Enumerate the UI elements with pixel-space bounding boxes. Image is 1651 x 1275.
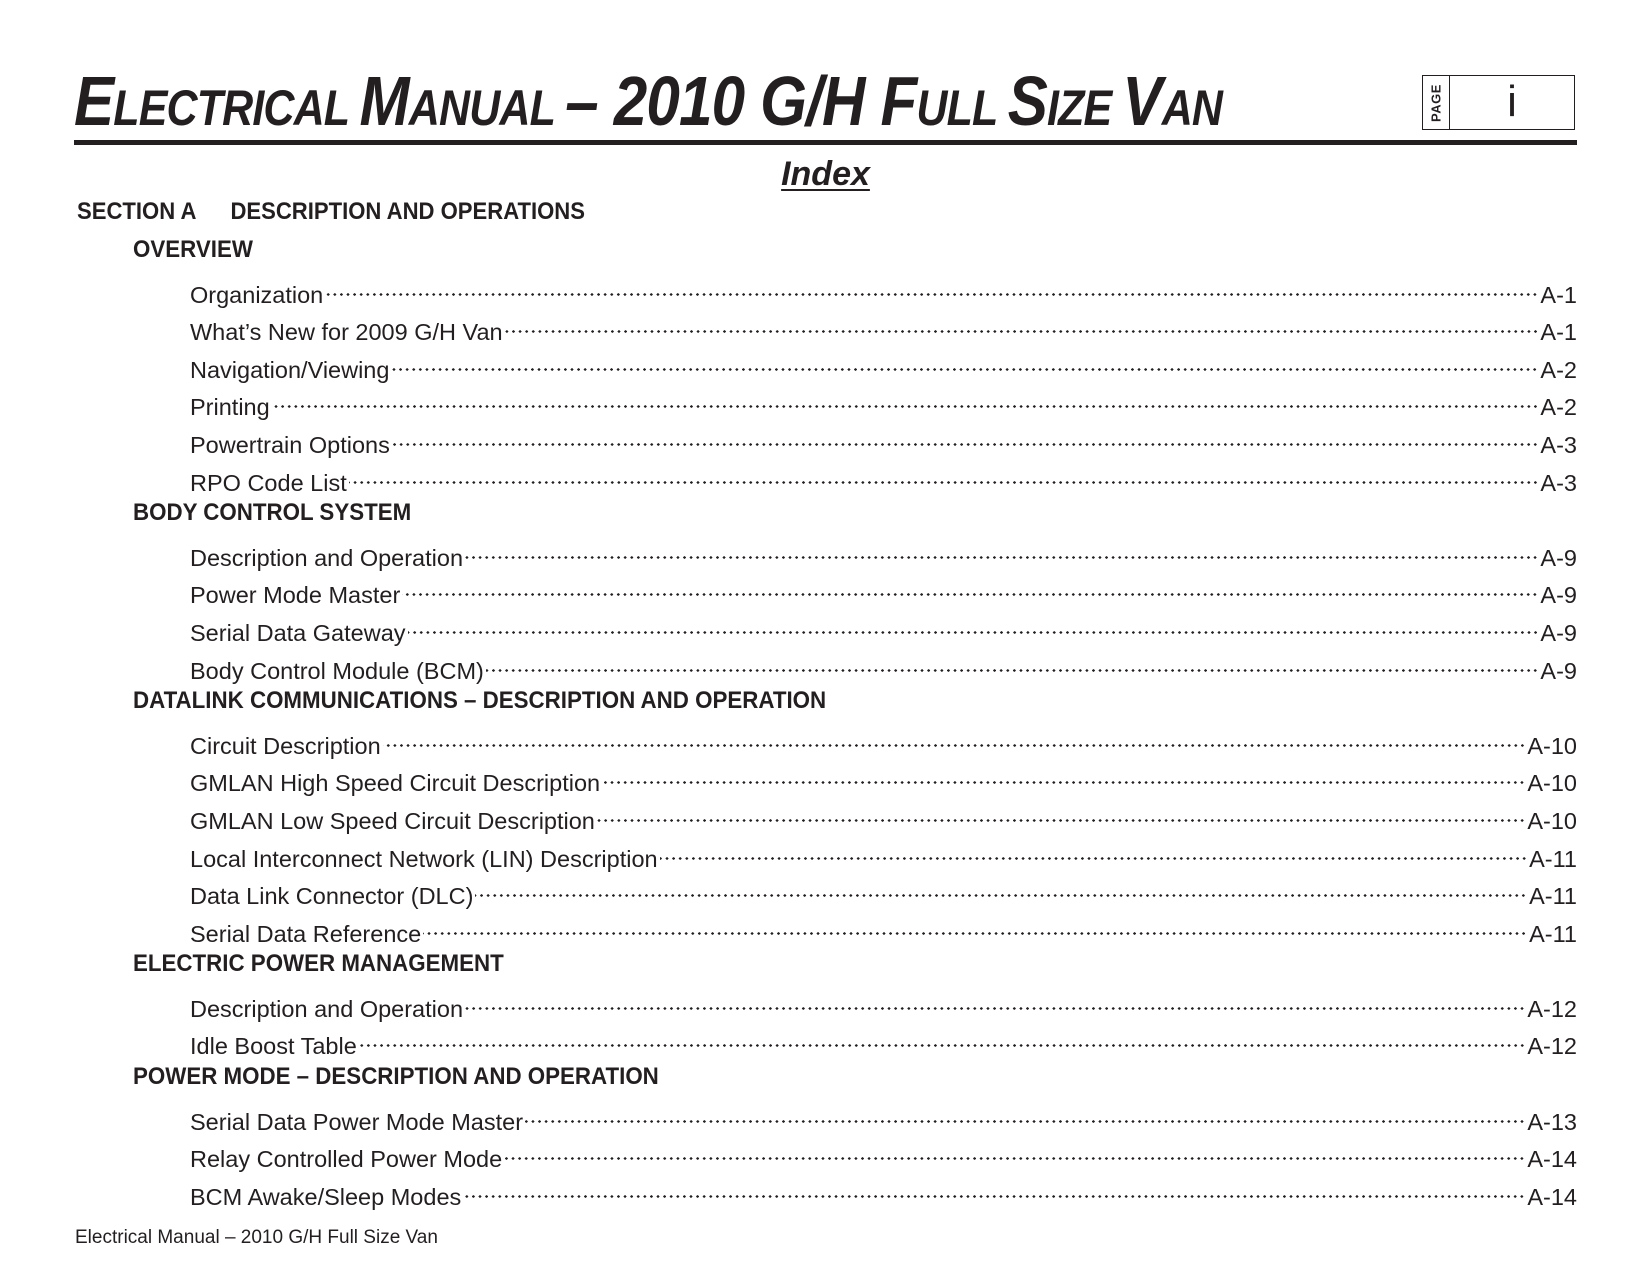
toc-entry-row[interactable]: [0, 381, 1651, 419]
dot-leader: [349, 461, 1539, 491]
toc-entry[interactable]: [190, 1175, 1577, 1212]
dot-leader: [504, 1137, 1525, 1167]
toc-entry-label[interactable]: Power Mode Master: [190, 582, 401, 609]
toc-entry-label[interactable]: Description and Operation: [190, 544, 464, 571]
document-title: [74, 62, 1223, 143]
toc-entry-page[interactable]: A-11: [1529, 845, 1577, 872]
toc-entry-row[interactable]: [0, 908, 1651, 946]
toc-entry[interactable]: [190, 649, 1577, 686]
toc-entry-label[interactable]: GMLAN High Speed Circuit Description: [190, 770, 601, 797]
toc-entry[interactable]: [190, 799, 1577, 836]
toc-entry-row[interactable]: [0, 306, 1651, 344]
toc-entry-label[interactable]: Circuit Description: [190, 732, 381, 759]
title-part-rest: IZE: [1046, 80, 1123, 136]
toc-entry[interactable]: [190, 987, 1577, 1024]
title-part-initial: S: [1007, 62, 1047, 140]
dot-leader: [391, 348, 1538, 378]
title-part-initial: V: [1122, 62, 1162, 140]
toc-entry-page[interactable]: A-9: [1540, 582, 1577, 609]
title-part-initial: – 2010 G/H: [565, 62, 881, 140]
title-part-initial: M: [359, 62, 409, 140]
toc-entry-row[interactable]: [0, 833, 1651, 871]
toc-entry-page[interactable]: A-10: [1527, 770, 1577, 797]
dot-leader: [272, 385, 1539, 415]
toc-entry-row[interactable]: [0, 720, 1651, 758]
toc-group-row: [0, 682, 1651, 720]
toc-entry[interactable]: [190, 385, 1577, 422]
toc-entry-row[interactable]: [0, 1096, 1651, 1134]
toc-group-heading: DATALINK COMMUNICATIONS – DESCRIPTION AND OPERATION: [133, 687, 827, 715]
title-part-rest: ULL: [916, 80, 1008, 136]
toc-entry-label[interactable]: Serial Data Reference: [190, 920, 422, 947]
toc-entry[interactable]: [190, 273, 1577, 310]
toc-entry-page[interactable]: A-10: [1527, 732, 1577, 759]
page-footer: Electrical Manual – 2010 G/H Full Size Van: [75, 1227, 438, 1248]
toc-entry-label[interactable]: BCM Awake/Sleep Modes: [190, 1183, 462, 1210]
toc-group-heading: ELECTRIC POWER MANAGEMENT: [133, 950, 504, 978]
dot-leader: [408, 611, 1539, 641]
toc-entry-label[interactable]: Description and Operation: [190, 995, 464, 1022]
title-part-initial: F: [880, 62, 917, 140]
toc-entry-row[interactable]: [0, 645, 1651, 683]
toc-entry-page[interactable]: A-13: [1527, 1108, 1577, 1135]
toc-entry[interactable]: [190, 611, 1577, 648]
toc-entry[interactable]: [190, 573, 1577, 610]
toc-entry[interactable]: [190, 461, 1577, 498]
toc-entry-row[interactable]: [0, 795, 1651, 833]
dot-leader: [423, 912, 1527, 942]
dot-leader: [383, 724, 1526, 754]
toc-entry-page[interactable]: A-3: [1540, 431, 1577, 458]
toc-entry-row[interactable]: [0, 457, 1651, 495]
dot-leader: [325, 273, 1538, 303]
dot-leader: [602, 761, 1525, 791]
toc-entry-page[interactable]: A-9: [1540, 657, 1577, 684]
section-id: SECTION A: [77, 198, 197, 225]
header-rule: [74, 140, 1577, 145]
toc-entry-row[interactable]: [0, 870, 1651, 908]
toc-entry-label[interactable]: Data Link Connector (DLC): [190, 883, 474, 910]
toc-entry[interactable]: [190, 874, 1577, 911]
dot-leader: [392, 423, 1539, 453]
toc-entry-label[interactable]: Navigation/Viewing: [190, 356, 390, 383]
index-heading: [0, 154, 1651, 194]
toc-entry-row[interactable]: [0, 344, 1651, 382]
toc-group-heading: POWER MODE – DESCRIPTION AND OPERATION: [133, 1063, 659, 1091]
toc-entry-row[interactable]: [0, 1171, 1651, 1209]
page-label: PAGE: [1428, 83, 1444, 122]
toc-entry-page[interactable]: A-2: [1540, 356, 1577, 383]
toc-entry-label[interactable]: Local Interconnect Network (LIN) Description: [190, 845, 658, 872]
toc-group-row: [0, 494, 1651, 532]
dot-leader: [486, 649, 1539, 679]
toc-group-heading: BODY CONTROL SYSTEM: [133, 499, 412, 527]
toc-entry-label[interactable]: Relay Controlled Power Mode: [190, 1146, 503, 1173]
dot-leader: [597, 799, 1525, 829]
toc-entry[interactable]: [190, 1137, 1577, 1174]
toc-entry[interactable]: [190, 423, 1577, 460]
toc-entry-row[interactable]: [0, 757, 1651, 795]
toc-entry[interactable]: [190, 536, 1577, 573]
toc-entry[interactable]: [190, 310, 1577, 347]
toc-group-heading: OVERVIEW: [133, 236, 253, 263]
toc-entry-page[interactable]: A-12: [1527, 1033, 1577, 1060]
toc-entry-row[interactable]: [0, 419, 1651, 457]
page-label-cell: [1423, 76, 1450, 129]
toc-entry[interactable]: [190, 761, 1577, 798]
toc-entry-label[interactable]: Printing: [190, 394, 270, 421]
toc-entry-row[interactable]: [0, 569, 1651, 607]
dot-leader: [475, 874, 1527, 904]
dot-leader: [525, 1100, 1525, 1130]
toc-entry-row[interactable]: [0, 983, 1651, 1021]
toc-entry-label[interactable]: RPO Code List: [190, 469, 347, 496]
toc-entry[interactable]: [190, 1024, 1577, 1061]
toc-entry-page[interactable]: A-9: [1540, 544, 1577, 571]
toc-entry-page[interactable]: A-12: [1527, 995, 1577, 1022]
toc-entry-page[interactable]: A-14: [1527, 1146, 1577, 1173]
index-heading-text: Index: [781, 155, 870, 193]
toc-entry-label[interactable]: Organization: [190, 281, 324, 308]
dot-leader: [505, 310, 1539, 340]
table-of-contents: [0, 231, 1651, 1208]
toc-entry-label[interactable]: Serial Data Power Mode Master: [190, 1108, 524, 1135]
toc-entry-label[interactable]: Body Control Module (BCM): [190, 657, 484, 684]
toc-entry-page[interactable]: A-10: [1527, 807, 1577, 834]
toc-entry-row[interactable]: [0, 269, 1651, 307]
toc-entry-label[interactable]: Idle Boost Table: [190, 1033, 357, 1060]
dot-leader: [402, 573, 1538, 603]
toc-entry-label[interactable]: Serial Data Gateway: [190, 619, 406, 646]
title-part-rest: ANUAL: [408, 80, 566, 136]
toc-entry[interactable]: [190, 348, 1577, 385]
toc-entry-row[interactable]: [0, 607, 1651, 645]
title-part-rest: AN: [1161, 80, 1223, 136]
toc-entry-row[interactable]: [0, 1020, 1651, 1058]
toc-entry-page[interactable]: A-1: [1540, 319, 1577, 346]
toc-entry-page[interactable]: A-11: [1529, 920, 1577, 947]
toc-group-row: [0, 231, 1651, 269]
toc-entry[interactable]: [190, 912, 1577, 949]
dot-leader: [465, 987, 1525, 1017]
section-heading: [77, 197, 585, 227]
toc-entry-page[interactable]: A-2: [1540, 394, 1577, 421]
dot-leader: [465, 536, 1538, 566]
page-number-box: [1422, 75, 1575, 130]
toc-group-row: [0, 1058, 1651, 1096]
toc-entry-page[interactable]: A-9: [1540, 619, 1577, 646]
title-part-rest: LECTRICAL: [113, 80, 360, 136]
dot-leader: [359, 1024, 1526, 1054]
section-title: DESCRIPTION AND OPERATIONS: [230, 198, 585, 225]
toc-entry[interactable]: [190, 1100, 1577, 1137]
toc-entry-row[interactable]: [0, 1133, 1651, 1171]
dot-leader: [463, 1175, 1525, 1205]
toc-entry-row[interactable]: [0, 532, 1651, 570]
toc-entry-page[interactable]: A-3: [1540, 469, 1577, 496]
page-number: i: [1507, 77, 1517, 126]
toc-entry-page[interactable]: A-1: [1540, 281, 1577, 308]
toc-entry-label[interactable]: Powertrain Options: [190, 431, 390, 458]
toc-entry[interactable]: [190, 837, 1577, 874]
toc-entry-label[interactable]: What’s New for 2009 G/H Van: [190, 319, 503, 346]
toc-group-row: [0, 945, 1651, 983]
title-part-initial: E: [74, 62, 114, 140]
dot-leader: [660, 837, 1528, 867]
toc-entry[interactable]: [190, 724, 1577, 761]
toc-entry-page[interactable]: A-11: [1529, 883, 1577, 910]
toc-entry-label[interactable]: GMLAN Low Speed Circuit Description: [190, 807, 595, 834]
toc-entry-page[interactable]: A-14: [1527, 1183, 1577, 1210]
